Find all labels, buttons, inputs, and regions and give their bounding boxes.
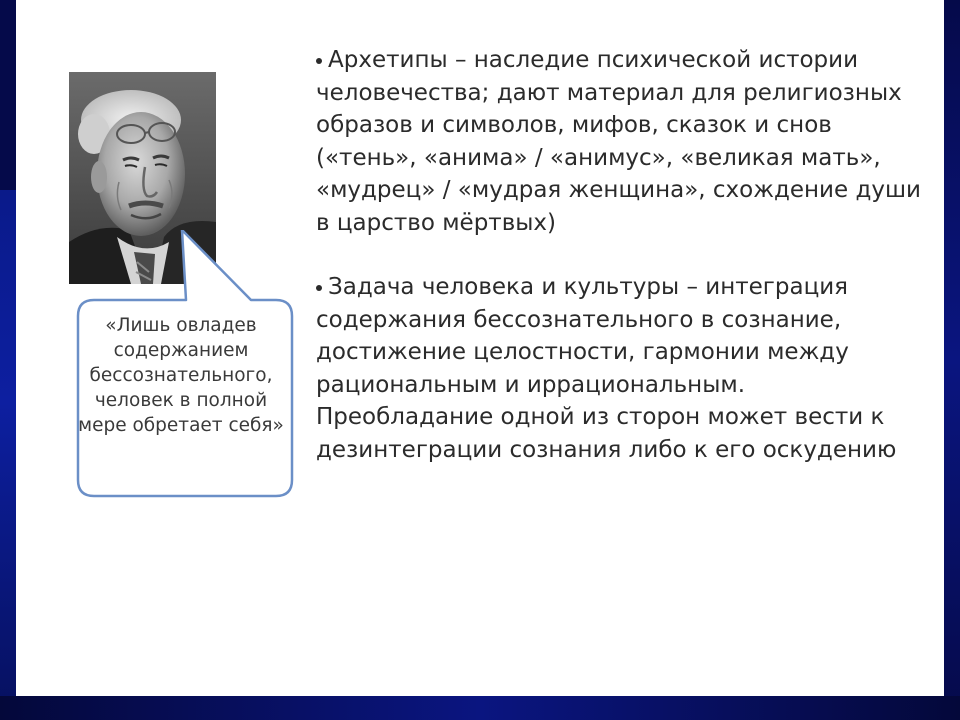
background-band-right <box>944 0 960 720</box>
quote-text: «Лишь овладев содержанием бессознательного, человек в полной мере обретает себя» <box>78 315 284 436</box>
background-band-left <box>0 190 16 720</box>
bullet-list <box>316 44 926 498</box>
slide <box>16 0 944 696</box>
background-band-bottom <box>0 696 960 720</box>
bullet-point-archetypes <box>316 44 926 239</box>
bullet-text: Архетипы – наследие психической истории человечества; дают материал для религиозных образов и символов, мифов, сказок и снов («тень», «анима» / «анимус», «великая мать», «мудрец» / «мудрая женщина», схождение души в царство мёртвых) <box>316 47 921 236</box>
bullet-text: Задача человека и культуры – интеграция содержания бессознательного в сознание, достижение целостности, гармонии между рациональным и иррациональным. Преобладание одной из сторон может вести к дезинтеграции сознания либо к его оскудению <box>316 274 897 463</box>
bullet-point-integration <box>316 271 926 466</box>
